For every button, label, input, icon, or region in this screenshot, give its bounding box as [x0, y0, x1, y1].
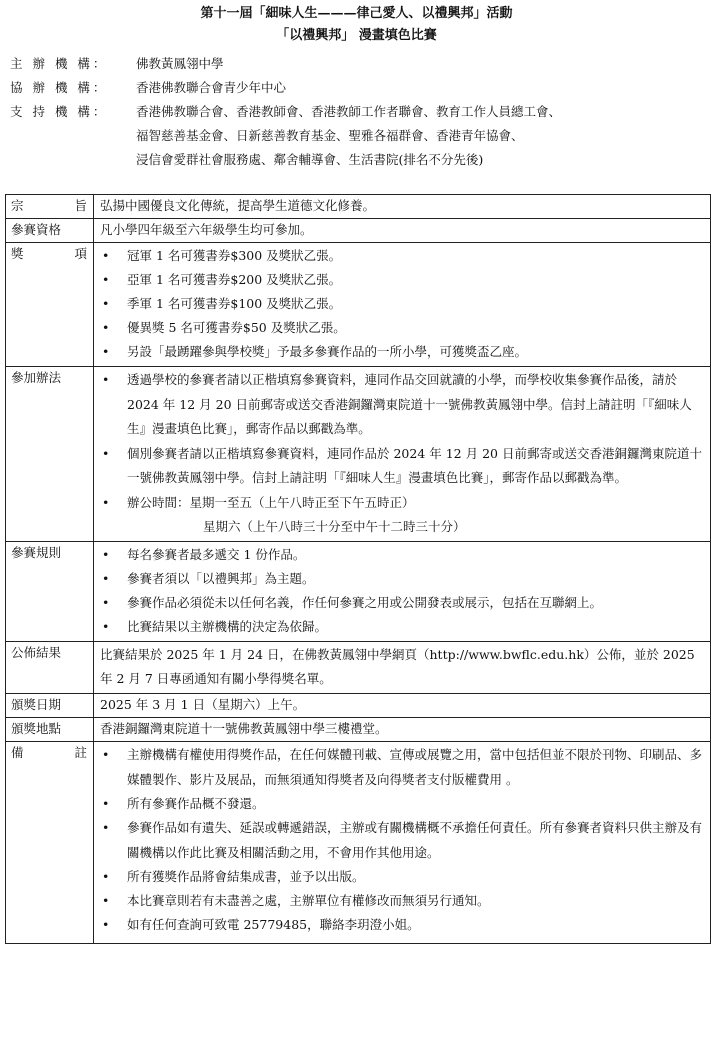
remarks-list	[100, 743, 704, 937]
list-item: • 每名參賽者最多遞交 1 份作品。	[100, 543, 704, 567]
host-value: 佛教黃鳳翎中學	[136, 56, 224, 71]
remarks-row	[6, 742, 711, 944]
list-item: • 如有任何查詢可致電 25779485，聯絡李玥澄小姐。	[100, 913, 704, 937]
supporters-line: 福智慈善基金會、日新慈善教育基金、聖雅各福群會、香港青年協會、	[136, 128, 524, 143]
list-item: • 亞軍 1 名可獲書券$200 及獎狀乙張。	[100, 268, 704, 292]
co-organizer-label: 協 辦 機 構：	[10, 80, 109, 95]
ceremony-venue-label: 頒獎地點	[6, 718, 94, 742]
supporters-label: 支 持 機 構：	[10, 104, 109, 119]
purpose-row	[6, 195, 711, 219]
list-item: • 本比賽章則若有未盡善之處，主辦單位有權修改而無須另行通知。	[100, 889, 704, 913]
list-item: • 優異獎 5 名可獲書券$50 及獎狀乙張。	[100, 316, 704, 340]
list-item: • 所有獲獎作品將會結集成書，並予以出版。	[100, 865, 704, 889]
host-row	[10, 52, 710, 76]
ceremony-venue-row	[6, 718, 711, 742]
list-item: • 個別參賽者請以正楷填寫參賽資料，連同作品於 2024 年 12 月 20 日前郵寄或送交香港銅鑼灣東院道十一號佛教黃鳳翎中學。信封上請註明「『細味人生』漫畫填色比賽」，郵寄作品以郵戳為準。	[100, 442, 704, 491]
supporters-line: 香港佛教聯合會、香港教師會、香港教師工作者聯會、教育工作人員總工會、	[136, 104, 562, 119]
list-item: • 透過學校的參賽者請以正楷填寫參賽資料，連同作品交回就讀的小學，而學校收集參賽作品後，請於 2024 年 12 月 20 日前郵寄或送交香港銅鑼灣東院道十一號佛教黃鳳翎中學。信封上請註明「『細味人生』漫畫填色比賽」，郵寄作品以郵戳為準。	[100, 368, 704, 442]
office-hours-line: • 辦公時間：星期一至五（上午八時正至下午五時正）	[127, 494, 415, 510]
list-item: • 參賽作品必須從未以任何名義，作任何參賽之用或公開發表或展示，包括在互聯網上。	[100, 591, 704, 616]
list-item: • 參賽者須以「以禮興邦」為主題。	[100, 567, 704, 591]
list-item: • 比賽結果以主辦機構的決定為依歸。	[100, 615, 704, 639]
rules-table	[5, 194, 711, 944]
method-list	[100, 368, 704, 539]
method-row	[6, 367, 711, 542]
awards-label: 獎 項	[6, 243, 94, 367]
list-item: • 冠軍 1 名可獲書券$300 及獎狀乙張。	[100, 244, 704, 268]
ceremony-date-label: 頒獎日期	[6, 694, 94, 718]
supporters-line: 浸信會愛群社會服務處、鄰舍輔導會、生活書院(排名不分先後)	[136, 152, 484, 167]
awards-row	[6, 243, 711, 367]
awards-list	[100, 244, 704, 364]
office-hours-line: 星期六（上午八時三十分至中午十二時三十分）	[203, 518, 466, 534]
results-text: 比賽結果於 2025 年 1 月 24 日，在佛教黃鳳翎中學網頁（http://www.bwflc.edu.hk）公佈，並於 2025 年 2 月 7 日專函通知有關小學得獎名單。	[94, 642, 711, 694]
supporters-row	[10, 100, 710, 172]
list-item: • 主辦機構有權使用得獎作品，在任何媒體刊載、宣傳或展覽之用，當中包括但並不限於刊物、印刷品、多媒體製作、影片及展品，而無須通知得獎者及向得獎者支付版權費用 。	[100, 743, 704, 792]
ceremony-date-text: 2025 年 3 月 1 日（星期六）上午。	[94, 694, 711, 718]
co-organizer-value: 香港佛教聯合會青少年中心	[136, 80, 287, 95]
document-subtitle: 「以禮興邦」 漫畫填色比賽	[276, 28, 437, 43]
results-row	[6, 642, 711, 694]
co-organizer-row	[10, 76, 710, 100]
ceremony-date-row	[6, 694, 711, 718]
list-item: • 另設「最踴躍參與學校獎」予最多參賽作品的一所小學，可獲獎盃乙座。	[100, 340, 704, 364]
eligibility-label: 參賽資格	[6, 219, 94, 243]
list-item: • 季軍 1 名可獲書券$100 及獎狀乙張。	[100, 292, 704, 316]
organizers-section	[10, 52, 710, 172]
list-item: • 所有參賽作品概不發還。	[100, 792, 704, 816]
purpose-text: 弘揚中國優良文化傳統，提高學生道德文化修養。	[94, 195, 711, 219]
eligibility-row	[6, 219, 711, 243]
purpose-label: 宗 旨	[6, 195, 94, 219]
results-label: 公佈結果	[6, 642, 94, 694]
ceremony-venue-text: 香港銅鑼灣東院道十一號佛教黃鳳翎中學三樓禮堂。	[94, 718, 711, 742]
list-item: • 參賽作品如有遺失、延誤或轉遞錯誤，主辦或有關機構概不承擔任何責任。所有參賽者資料只供主辦及有關機構以作此比賽及相關活動之用，不會用作其他用途。	[100, 816, 704, 865]
rules-label: 參賽規則	[6, 541, 94, 642]
remarks-label: 備 註	[6, 742, 94, 944]
rules-row	[6, 541, 711, 642]
eligibility-text: 凡小學四年級至六年級學生均可參加。	[94, 219, 711, 243]
host-label: 主 辦 機 構：	[10, 56, 109, 71]
method-label: 參加辦法	[6, 367, 94, 542]
rules-list	[100, 543, 704, 640]
office-hours	[100, 491, 704, 539]
document-title: 第十一屆「細味人生———律己愛人、以禮興邦」活動	[200, 6, 513, 21]
